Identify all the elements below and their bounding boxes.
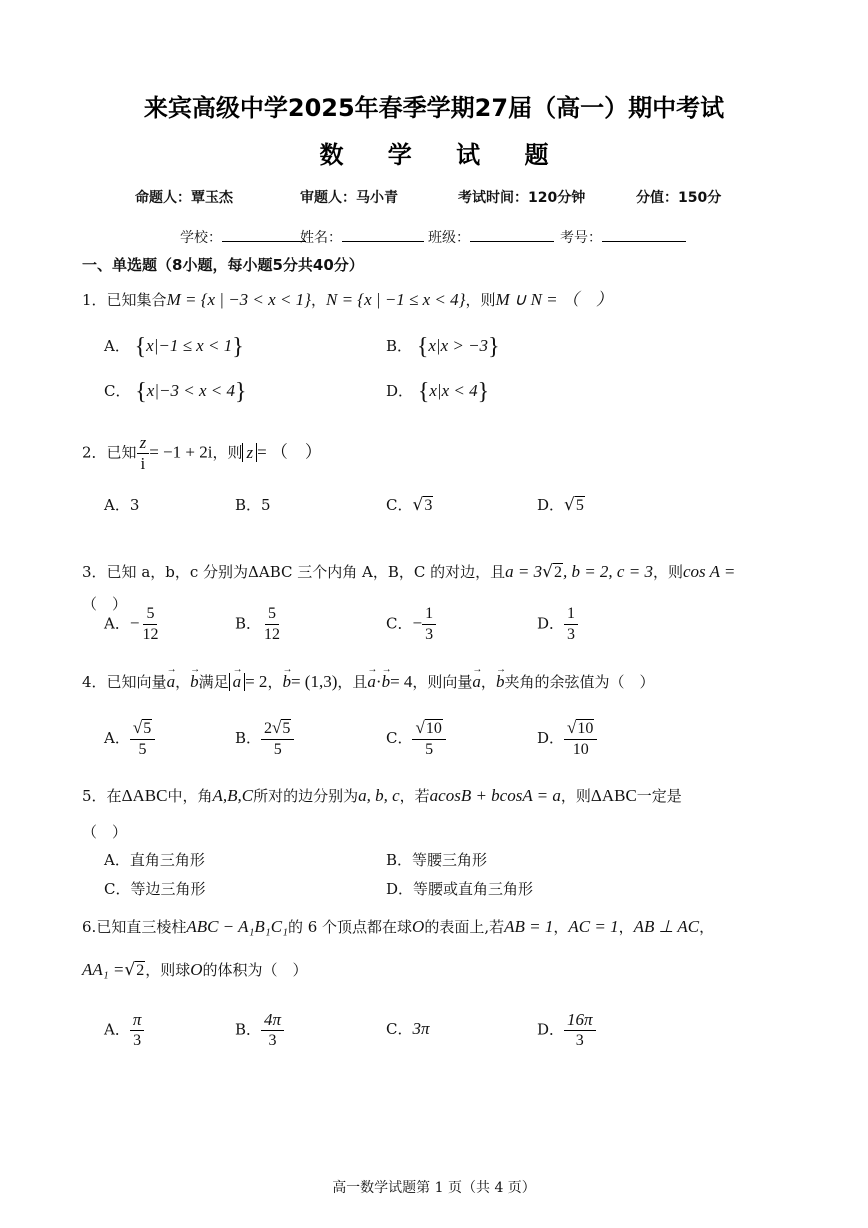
q4-option-c: C． $\frac{√10}{5}$ xyxy=(386,718,446,760)
q5-option-a: A．直角三角形 xyxy=(104,851,205,869)
question-5-paren: （ ） xyxy=(82,823,128,841)
q2-option-b: B．5 xyxy=(235,496,271,514)
question-1: 1．已知集合M = {x | −3 < x < 1}，N = {x | −1 ≤ x < 4}，则M ∪ N = （ ） xyxy=(82,290,613,309)
q5-option-c: C．等边三角形 xyxy=(104,880,206,898)
duration: 考试时间：120分钟 xyxy=(458,190,586,206)
reviewer: 审题人：马小青 xyxy=(300,190,398,206)
q1-option-d: D． {x|x < 4} xyxy=(386,379,490,405)
q2-option-a: A．3 xyxy=(104,496,140,514)
question-6: 6.已知直三棱柱ABC − A₁B₁C₁的 6 个顶点都在球O的表面上,若AB = 1，AC = 1，AB ⊥ AC， xyxy=(82,917,715,936)
q6-option-a: A． $\frac{\pi}{3}$ xyxy=(104,1010,144,1051)
question-3-paren: （ ） xyxy=(82,595,128,613)
q6-option-d: D． $\frac{16\pi}{3}$ xyxy=(537,1010,596,1051)
q3-option-c: C．− $\frac{1}{3}$ xyxy=(386,604,436,645)
question-6-line2: AA₁ =√2，则球O的体积为（ ） xyxy=(82,960,308,980)
number-field: 考号： xyxy=(560,226,686,247)
school-field: 学校： xyxy=(180,226,306,247)
q4-option-a: A． $\frac{√5}{5}$ xyxy=(104,718,155,760)
q6-option-b: B． $\frac{4\pi}{3}$ xyxy=(235,1010,284,1051)
q1-option-c: C． {x|−3 < x < 4} xyxy=(104,379,247,405)
q5-option-b: B．等腰三角形 xyxy=(386,851,488,869)
q3-option-b: B． $\frac{5}{12}$ xyxy=(235,605,281,643)
class-blank[interactable] xyxy=(470,226,554,242)
q2-option-c: C．√3 xyxy=(386,495,433,515)
q2-option-d: D．√5 xyxy=(537,495,584,515)
exam-title: 来宾高级中学2025年春季学期27届（高一）期中考试 xyxy=(143,94,725,122)
setter: 命题人：覃玉杰 xyxy=(135,190,233,206)
total-score: 分值：150分 xyxy=(636,190,722,206)
q1-option-b: B． {x|x > −3} xyxy=(386,334,500,360)
question-2: 2．已知 $\frac{z}{i}$ = −1 + 2i，则 z = （ ） xyxy=(82,433,322,473)
question-5: 5．在ΔABC中，角A,B,C所对的边分别为a, b, c，若acosB + bcosA = a，则ΔABC一定是 xyxy=(82,786,682,805)
page-footer: 高一数学试题第 1 页（共 4 页） xyxy=(332,1180,536,1196)
q4-option-b: B． $\frac{2√5}{5}$ xyxy=(235,718,294,760)
class-field: 班级： xyxy=(428,226,554,247)
name-blank[interactable] xyxy=(342,226,424,242)
school-blank[interactable] xyxy=(222,226,306,242)
q3-option-d: D． $\frac{1}{3}$ xyxy=(537,604,578,645)
question-3: 3．已知 a，b，c 分别为ΔABC 三个内角 A，B，C 的对边，且a = 3√2, b = 2, c = 3，则cos A = xyxy=(82,562,736,582)
q6-option-c: C．3π xyxy=(386,1019,430,1038)
exam-subtitle: 数 学 试 题 xyxy=(319,141,567,169)
q1-option-a: A． {x|−1 ≤ x < 1} xyxy=(104,334,244,360)
section-title: 一、单选题（8小题，每小题5分共40分） xyxy=(82,256,364,274)
q3-option-a: A．− $\frac{5}{12}$ xyxy=(104,605,159,643)
question-4: 4．已知向量→ a，→ b满足→ a = 2，→ b= (1,3)，且→ a·→ b= 4，则向量→ a，→ b夹角的余弦值为（ ） xyxy=(82,672,654,692)
number-blank[interactable] xyxy=(602,226,686,242)
q4-option-d: D． $\frac{√10}{10}$ xyxy=(537,718,597,760)
name-field: 姓名： xyxy=(300,226,424,247)
q5-option-d: D．等腰或直角三角形 xyxy=(386,880,534,898)
